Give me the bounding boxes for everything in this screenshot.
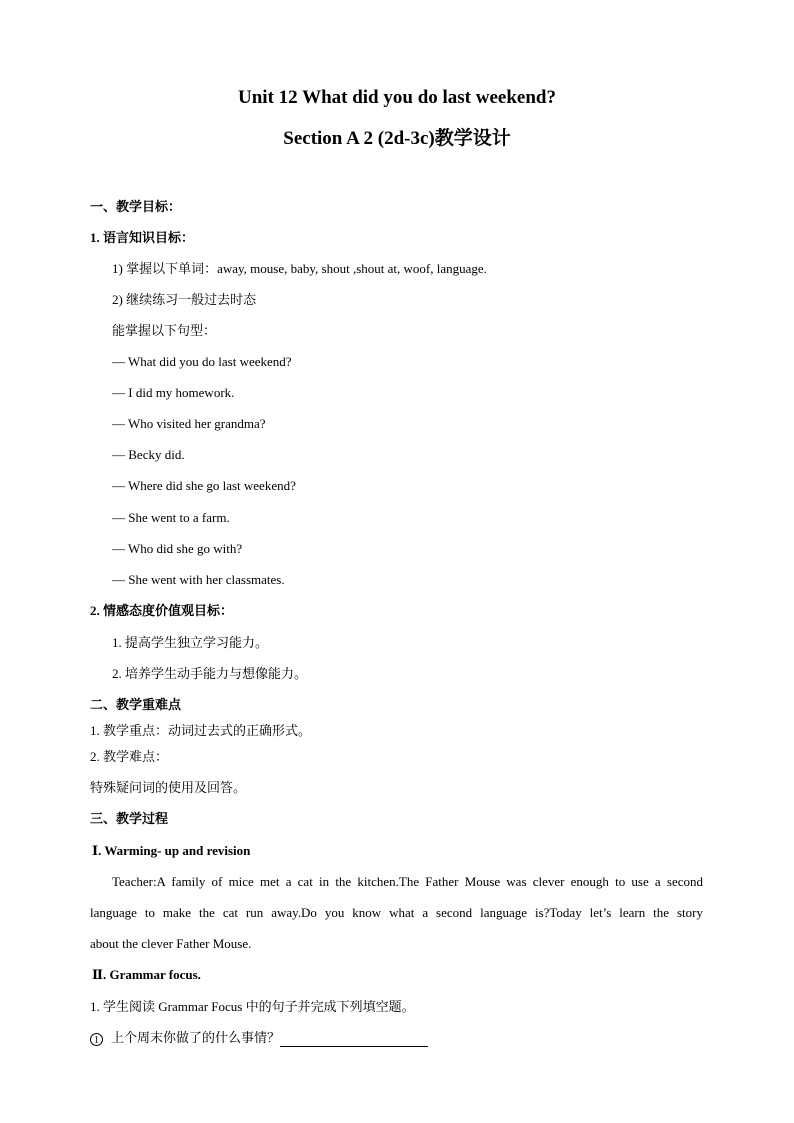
grammar-focus-instruction: 1. 学生阅读 Grammar Focus 中的句子并完成下列填空题。 <box>90 999 415 1014</box>
document-subtitle: Section A 2 (2d-3c)教学设计 <box>283 128 511 149</box>
goal-item-past-tense: 2) 继续练习一般过去时态 <box>112 292 257 307</box>
warmup-paragraph-line: Teacher:A family of mice met a cat in the kitchen.The Father Mouse was clever enough to use a second <box>112 874 703 889</box>
pattern-line: — Becky did. <box>112 447 185 462</box>
answer-blank[interactable] <box>280 1032 428 1047</box>
difficulty-item: 2. 教学难点： <box>90 749 169 764</box>
key-point-item: 1. 教学重点：动词过去式的正确形式。 <box>90 723 312 738</box>
difficulty-detail: 特殊疑问词的使用及回答。 <box>90 780 247 795</box>
patterns-label: 能掌握以下句型： <box>112 323 217 338</box>
question-number-circle: 1 <box>90 1033 103 1046</box>
pattern-line: — Who visited her grandma? <box>112 416 266 431</box>
fill-in-question <box>90 1029 428 1047</box>
pattern-line: — I did my homework. <box>112 385 235 400</box>
question-text: 上个周末你做了的什么事情？ <box>111 1030 281 1045</box>
section-2-heading: 二、教学重难点 <box>90 697 182 712</box>
pattern-line: — Who did she go with? <box>112 541 243 556</box>
pattern-line: — What did you do last weekend? <box>112 354 292 369</box>
warmup-paragraph-line: about the clever Father Mouse. <box>90 936 252 951</box>
section-1-heading: 一、教学目标： <box>90 199 182 214</box>
sub-heading-attitude-goals: 2. 情感态度价值观目标： <box>90 603 234 618</box>
pattern-line: — She went to a farm. <box>112 510 230 525</box>
section-3-heading: 三、教学过程 <box>90 811 169 826</box>
document-title: Unit 12 What did you do last weekend? <box>238 87 556 108</box>
sub-heading-language-goals: 1. 语言知识目标： <box>90 230 195 245</box>
pattern-line: — Where did she go last weekend? <box>112 478 296 493</box>
pattern-line: — She went with her classmates. <box>112 572 285 587</box>
attitude-goal-item: 2. 培养学生动手能力与想像能力。 <box>112 666 308 681</box>
attitude-goal-item: 1. 提高学生独立学习能力。 <box>112 635 269 650</box>
warmup-paragraph-line: language to make the cat run away.Do you know what a second language is?Today let’s learn the story <box>90 905 703 920</box>
goal-item-vocabulary: 1) 掌握以下单词：away, mouse, baby, shout ,shout at, woof, language. <box>112 261 487 276</box>
step-1-heading: Ⅰ. Warming- up and revision <box>92 843 251 858</box>
step-2-heading: Ⅱ. Grammar focus. <box>92 967 201 982</box>
